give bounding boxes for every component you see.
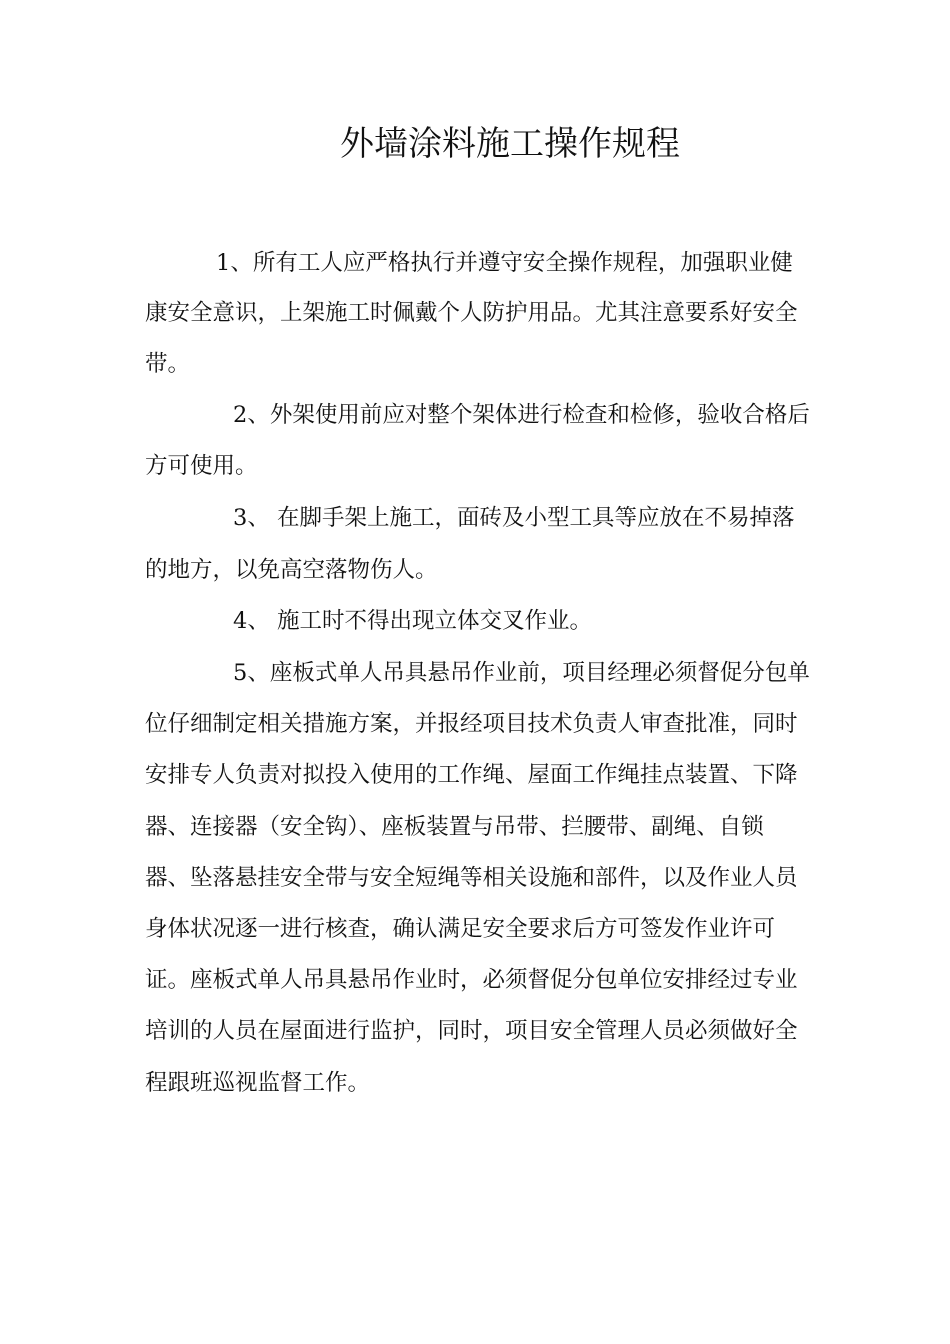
paragraph-5-line-9: 程跟班巡视监督工作。 — [145, 1070, 371, 1096]
paragraph-2-line-2: 方可使用。 — [145, 453, 258, 479]
paragraph-5-line-1: 5、座板式单人吊具悬吊作业前，项目经理必须督促分包单 — [233, 660, 810, 686]
paragraph-1-line-3: 带。 — [145, 351, 191, 377]
paragraph-1-line-1: 1、所有工人应严格执行并遵守安全操作规程，加强职业健 — [216, 250, 793, 276]
paragraph-4-line-1: 4、 施工时不得出现立体交叉作业。 — [233, 608, 592, 634]
paragraph-5-line-4: 器、连接器（安全钩）、座板装置与吊带、拦腰带、副绳、自锁 — [145, 814, 764, 840]
paragraph-2-line-1: 2、外架使用前应对整个架体进行检查和检修，验收合格后 — [233, 402, 810, 428]
paragraph-5-line-8: 培训的人员在屋面进行监护，同时，项目安全管理人员必须做好全 — [145, 1018, 798, 1044]
paragraph-3-line-1: 3、 在脚手架上施工，面砖及小型工具等应放在不易掉落 — [233, 505, 795, 531]
paragraph-1-line-2: 康安全意识，上架施工时佩戴个人防护用品。尤其注意要系好安全 — [145, 300, 798, 326]
paragraph-5-line-5: 器、坠落悬挂安全带与安全短绳等相关设施和部件，以及作业人员 — [145, 865, 798, 891]
paragraph-5-line-3: 安排专人负责对拟投入使用的工作绳、屋面工作绳挂点装置、下降 — [145, 762, 798, 788]
paragraph-5-line-6: 身体状况逐一进行核查，确认满足安全要求后方可签发作业许可 — [145, 916, 776, 942]
paragraph-5-line-2: 位仔细制定相关措施方案，并报经项目技术负责人审查批准，同时 — [145, 711, 798, 737]
paragraph-5-line-7: 证。座板式单人吊具悬吊作业时，必须督促分包单位安排经过专业 — [145, 967, 798, 993]
document-title: 外墙涂料施工操作规程 — [340, 124, 680, 164]
paragraph-3-line-2: 的地方，以免高空落物伤人。 — [145, 557, 438, 583]
